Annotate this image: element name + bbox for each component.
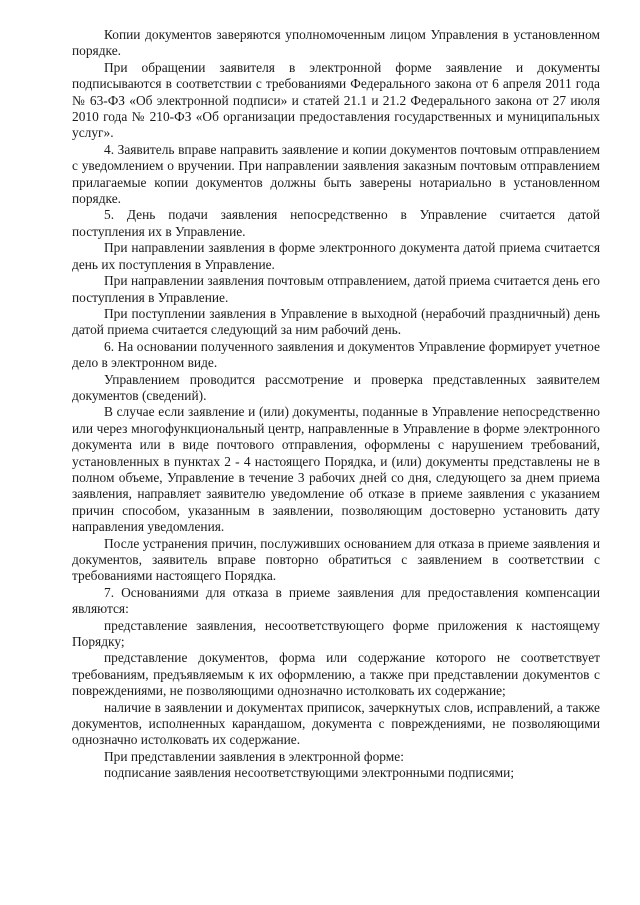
paragraph: При направлении заявления почтовым отправлением, датой приема считается день его поступления в Управление. [72,273,600,305]
paragraph: При направлении заявления в форме электронного документа датой приема считается день их поступления в Управление. [72,240,600,272]
paragraph: 7. Основаниями для отказа в приеме заявления для предоставления компенсации являются: [72,584,600,617]
paragraph: подписание заявления несоответствующими электронными подписями; [104,765,515,781]
paragraph: При обращении заявителя в электронной форме заявление и документы подписываются в соответствии с требованиями Федерального закона от 6 апреля 2011 года № 63-ФЗ «Об электронной подписи» и статей 21.1 и 21.2 Федерального закона от 27 июля 2010 года № 210-ФЗ «Об организации предоставления государственных и муниципальных услуг». [72,59,600,141]
paragraph: 4. Заявитель вправе направить заявление и копии документов почтовым отправлением с уведомлением о вручении. При направлении заявления заказным почтовым отправлением прилагаемые копии документов должны быть заверены нотариально в установленном порядке. [72,141,600,207]
paragraph: представление документов, форма или содержание которого не соответствует требованиям, предъявляемым к их оформлению, а также при представлении документов с повреждениями, не позволяющими однозначно истолковать их содержание; [72,650,600,699]
document-body [72,27,600,782]
paragraph: При поступлении заявления в Управление в выходной (нерабочий праздничный) день датой приема считается следующий за ним рабочий день. [72,305,600,338]
paragraph: 5. День подачи заявления непосредственно в Управление считается датой поступления их в Управление. [72,207,600,239]
paragraph: Управлением проводится рассмотрение и проверка представленных заявителем документов (сведений). [72,371,600,403]
paragraph: наличие в заявлении и документах приписок, зачеркнутых слов, исправлений, а также документов, исполненных карандашом, документа с повреждениями, не позволяющими однозначно истолковать их содержание. [72,699,600,748]
paragraph: представление заявления, несоответствующего форме приложения к настоящему Порядку; [72,617,600,650]
paragraph: 6. На основании полученного заявления и документов Управление формирует учетное дело в электронном виде. [72,338,600,371]
paragraph: Копии документов заверяются уполномоченным лицом Управления в установленном порядке. [72,27,600,59]
paragraph: В случае если заявление и (или) документы, поданные в Управление непосредственно или через многофункциональный центр, направленные в Управление в форме электронного документа или в виде почтового отправления, оформлены с нарушением требований, установленных в пунктах 2 - 4 настоящего Порядка, и (или) документы представлены не в полном объеме, Управление в течение 3 рабочих дней со дня, следующего за днем приема заявления, направляет заявителю уведомление об отказе в приеме заявления с указанием причин способом, указанным в заявлении, позволяющим достоверно установить дату направления уведомления. [72,404,600,535]
paragraph: После устранения причин, послуживших основанием для отказа в приеме заявления и документов, заявитель вправе повторно обратиться с заявлением в соответствии с требованиями настоящего Порядка. [72,535,600,584]
paragraph: При представлении заявления в электронной форме: [104,748,404,764]
